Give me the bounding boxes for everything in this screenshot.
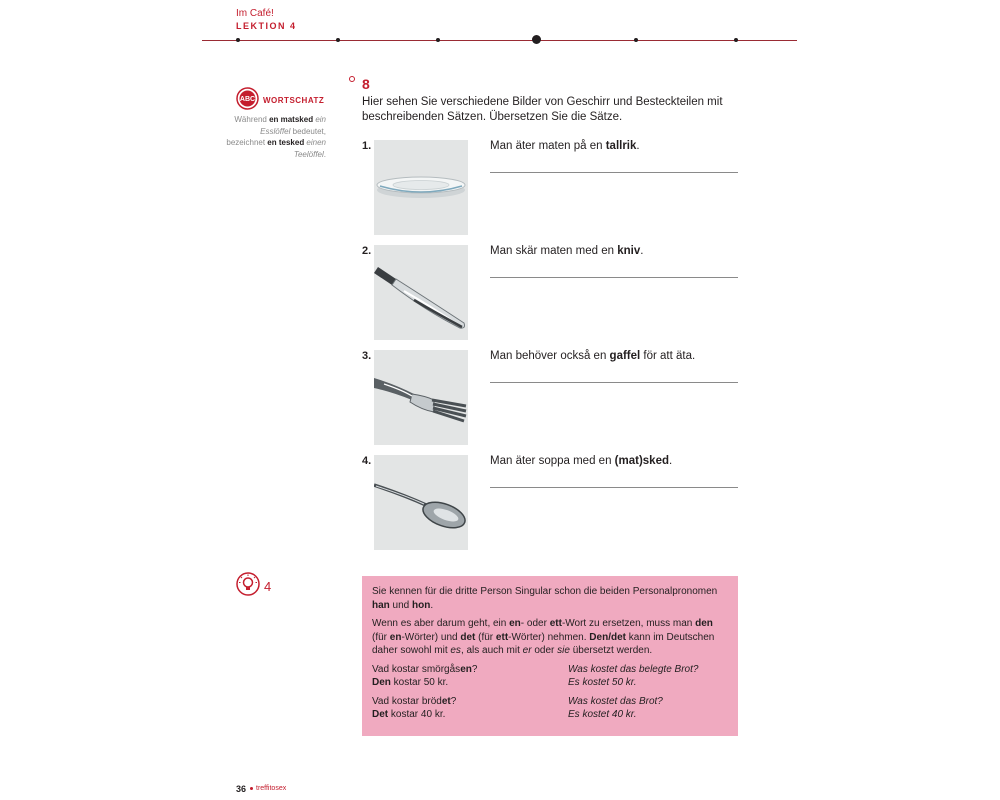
sentence (490, 350, 695, 362)
item-number: 1. (362, 140, 372, 152)
tip-text: Sie kennen für die dritte Person Singular schon die beiden Personalpronomen (372, 586, 718, 597)
ex-text: ? (450, 695, 457, 707)
item-number: 4. (362, 455, 372, 467)
sentence-keyword: kniv (617, 245, 641, 257)
exercise-instruction: Hier sehen Sie verschiedene Bilder von Geschirr und Besteckteilen mit beschreibenden Sätzen. Übersetzen Sie die Sätze. (362, 96, 723, 123)
sentence-text: . (669, 455, 673, 467)
sentence-text: . (640, 245, 644, 257)
spoon-image (374, 455, 468, 550)
example-swedish (372, 695, 568, 722)
abc-badge-text: ABC (239, 96, 256, 104)
tip-text: - oder (520, 618, 550, 629)
progress-dot-current (532, 35, 541, 44)
progress-dot (236, 38, 240, 42)
exercise-number: 8 (362, 76, 370, 92)
sentence-text: . (636, 140, 640, 152)
sentence-keyword: gaffel (609, 350, 641, 362)
tip-term: en (509, 618, 521, 629)
sentence-text: Man skär maten med en (490, 245, 618, 257)
tip-term: ett (549, 618, 562, 629)
ex-text: kostar 50 kr. (390, 677, 449, 688)
sentence-keyword: tallrik (605, 140, 637, 152)
tip-term: Den/det (589, 631, 626, 643)
footer-dot-icon (250, 787, 253, 790)
sentence (490, 455, 672, 467)
sentence-text: Man äter maten på en (490, 140, 606, 152)
note-text: Während (234, 115, 270, 124)
fork-image (374, 350, 468, 445)
lesson-label: LEKTION 4 (236, 21, 297, 31)
item-number: 2. (362, 245, 372, 257)
example-answer (372, 676, 568, 690)
book-title: treffitosex (256, 785, 287, 792)
ex-text: kostar 40 kr. (388, 709, 446, 720)
tip-text: -Wörter) nehmen. (508, 631, 590, 643)
plate-image (374, 140, 468, 235)
ex-ending: et (441, 695, 451, 707)
tip-text: übersetzt werden. (569, 645, 653, 656)
tip-term: hon (412, 599, 431, 611)
sentence-keyword: (mat)sked (614, 455, 669, 467)
note-term: Teelöffel (293, 149, 324, 159)
answer-line[interactable] (490, 487, 738, 488)
item-number: 3. (362, 350, 372, 362)
example-german (568, 663, 738, 690)
ex-text: Vad kostar smörgås (372, 663, 461, 675)
tip-term: den (695, 618, 713, 629)
tip-term: han (372, 599, 390, 611)
tip-text: oder (531, 645, 558, 656)
example-answer (372, 708, 568, 722)
example-answer-de: Es kostet 50 kr. (568, 677, 637, 688)
abc-badge-icon (236, 87, 259, 110)
tip-number: 4 (264, 579, 272, 594)
progress-dot (436, 38, 440, 42)
example-question-de: Was kostet das belegte Brot? (568, 663, 699, 675)
example-answer-de: Es kostet 40 kr. (568, 709, 637, 720)
header-rule (202, 40, 797, 41)
note-text: einen (304, 138, 326, 147)
knife-image (374, 245, 468, 340)
page-number: 36 (236, 784, 247, 794)
example-question (372, 695, 568, 709)
tip-text: , als auch mit (460, 645, 523, 656)
sentence-text: Man behöver också en (490, 350, 610, 362)
exercise-marker-icon (349, 76, 355, 82)
tip-text: (für (372, 631, 390, 643)
tip-text: -Wörter) und (401, 631, 461, 643)
note-text: . (323, 149, 326, 159)
grammar-tip-box (362, 576, 738, 736)
progress-dot (734, 38, 738, 42)
tip-text: (für (475, 631, 496, 643)
note-text: bedeutet, bezeichnet (226, 126, 326, 147)
tip-term: er (522, 645, 532, 656)
chapter-title: Im Café! (236, 8, 274, 19)
tip-term: sie (557, 645, 570, 656)
example-grid (372, 663, 728, 722)
answer-line[interactable] (490, 277, 738, 278)
progress-dot (634, 38, 638, 42)
example-question (372, 663, 568, 677)
tip-text: -Wort zu ersetzen, muss man (561, 618, 696, 629)
ex-text: Vad kostar bröd (372, 695, 442, 707)
tip-text: und (389, 599, 413, 611)
example-german (568, 695, 738, 722)
sentence (490, 140, 640, 152)
example-swedish (372, 663, 568, 690)
sentence (490, 245, 643, 257)
lightbulb-icon (236, 572, 260, 598)
ex-text: ? (471, 663, 478, 675)
tip-term: es (450, 645, 461, 656)
answer-line[interactable] (490, 172, 738, 173)
ex-pronoun: Den (372, 677, 391, 688)
tip-paragraph-1 (372, 585, 728, 612)
tip-term: det (460, 631, 476, 643)
tip-text: Wenn es aber darum geht, ein (372, 618, 510, 629)
answer-line[interactable] (490, 382, 738, 383)
note-term: en matsked (269, 115, 314, 124)
example-question-de: Was kostet das Brot? (568, 695, 663, 707)
note-term: en tesked (267, 138, 305, 147)
sentence-text: Man äter soppa med en (490, 455, 615, 467)
wortschatz-note (222, 114, 326, 160)
ex-ending: en (460, 663, 472, 675)
tip-term: en (389, 631, 402, 643)
progress-dot (336, 38, 340, 42)
wortschatz-title: WORTSCHATZ (263, 96, 325, 105)
note-text: ein (313, 115, 326, 124)
tip-term: ett (495, 631, 509, 643)
ex-pronoun: Det (372, 709, 389, 720)
tip-text: kann im Deutschen daher sowohl mit (372, 631, 715, 656)
tip-paragraph-2 (372, 617, 728, 658)
tip-text: . (430, 599, 434, 611)
note-term: Esslöffel (260, 126, 291, 136)
sentence-text: för att äta. (640, 350, 696, 362)
